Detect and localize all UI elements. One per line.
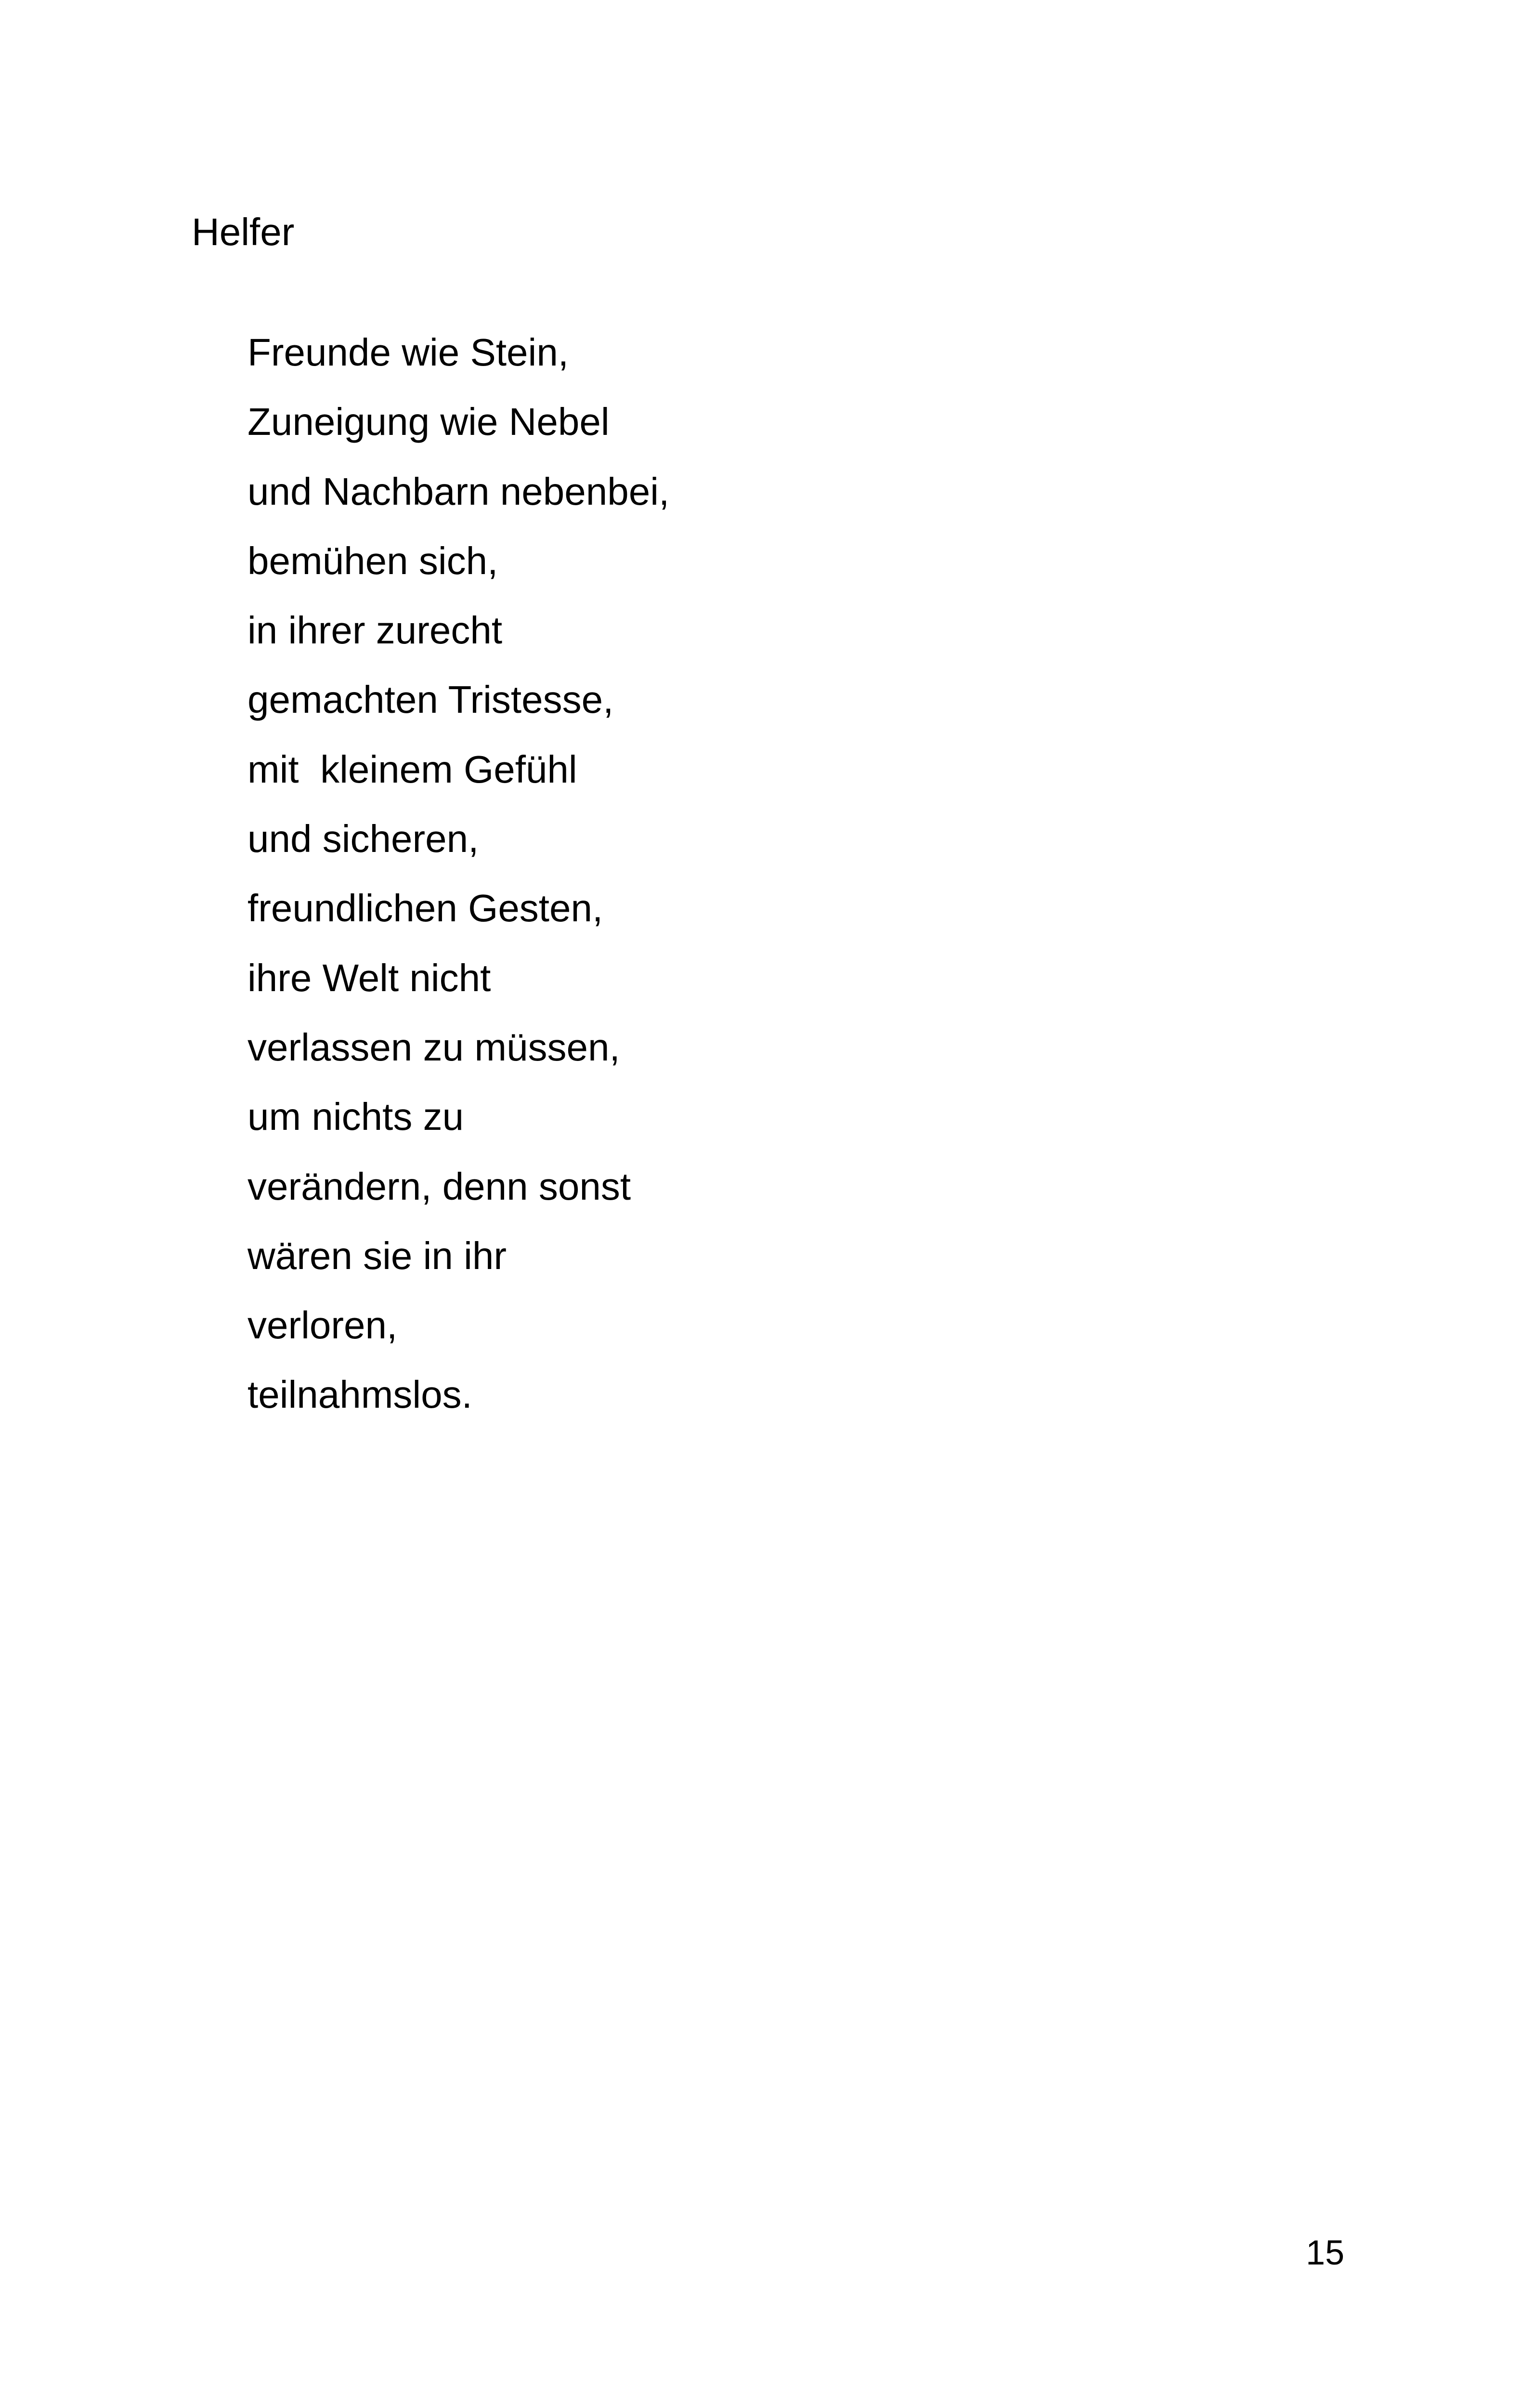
poem-line: bemühen sich, bbox=[247, 539, 498, 582]
poem-line: verändern, denn sonst bbox=[247, 1165, 631, 1208]
poem-line: und Nachbarn nebenbei, bbox=[247, 470, 670, 513]
poem-line: mit kleinem Gefühl bbox=[247, 747, 577, 791]
page-number: 15 bbox=[1306, 2234, 1345, 2272]
poem-line: gemachten Tristesse, bbox=[247, 678, 614, 721]
poem-line: freundlichen Gesten, bbox=[247, 887, 603, 930]
poem-body bbox=[247, 318, 669, 1430]
poem-line: teilnahmslos. bbox=[247, 1373, 472, 1416]
poem-line: verloren, bbox=[247, 1304, 398, 1347]
poem-line: um nichts zu bbox=[247, 1095, 464, 1139]
poem-line: und sicheren, bbox=[247, 817, 479, 861]
poem-line: in ihrer zurecht bbox=[247, 609, 503, 652]
poem-line: Freunde wie Stein, bbox=[247, 331, 569, 374]
poem-title: Helfer bbox=[192, 210, 295, 253]
poem-line: Zuneigung wie Nebel bbox=[247, 400, 610, 444]
poem-line: wären sie in ihr bbox=[247, 1234, 507, 1277]
poem-line: verlassen zu müssen, bbox=[247, 1025, 620, 1069]
poem-line: ihre Welt nicht bbox=[247, 956, 491, 999]
